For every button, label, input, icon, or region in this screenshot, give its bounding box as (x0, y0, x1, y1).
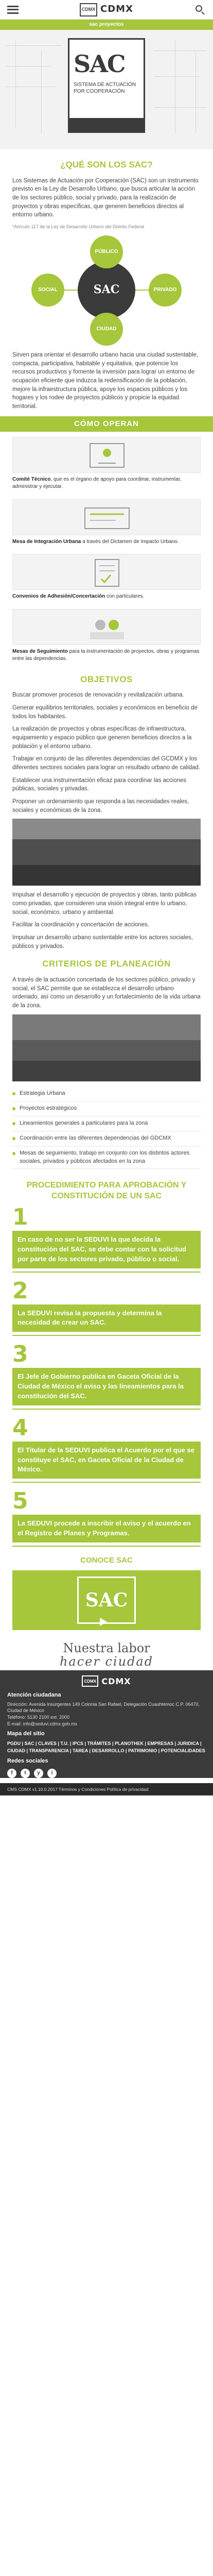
list-item: Mesas de seguimiento, trabajo en conjunto con los distintos actores sociales, privados y públicos afectados en la zona (12, 1146, 201, 1170)
objective: Impulsar el desarrollo y ejecución de proyectos y obras, tanto públicas como privadas, que consideren una visión integral entre lo urbano, social, económico, urbano y ambiental. (12, 892, 197, 916)
operation-caption: Convenios de Adhesión/Concertación con particulares. (12, 594, 145, 600)
list-item: Estrategia Urbana (12, 1087, 201, 1101)
instagram-icon[interactable]: i (47, 1769, 57, 1778)
diagram-node: PÚBLICO (90, 235, 123, 268)
step-number: 4 (12, 1414, 28, 1441)
diagram-node: PRIVADO (149, 274, 182, 307)
procedure-step (0, 1202, 213, 1276)
paragraph: A través de la actuación concertada de los sectores público, privado y social, el SAC permite que se establezca el desarrollo urbano ordenado, así como un desarrollo y un fortalecimiento de la vida urbana de la zona. (12, 977, 201, 1009)
paragraph: Sirven para orientar el desarrollo urbano hacia una ciudad sustentable, compacta, participativa, habitable y equitativa, que potencie los recursos productivos y fomente la inversión para lograr un entorno de ocupación eficiente que induzca la redensificación de la población, mejore la infraestructura pública, apoye los espacios públicos y los hogares y los rodee de proyectos públicos y propicie la equidad territorial. (12, 352, 199, 410)
twitter-icon[interactable]: t (21, 1769, 30, 1778)
footnote: *Artículo 117 de la Ley de Desarrollo Urbano del Distrito Federal (12, 224, 144, 229)
operation-illustration (12, 554, 201, 590)
section-title: CONOCE SAC (80, 1556, 133, 1565)
footer-logo-text: CDMX (101, 1676, 131, 1686)
sitemap-links[interactable]: PGDU | SAC | CLAVES | T.U. | IPCS | TRÁMITES | PLANOTHEK | EMPRESAS | JURIDICA | CIUDAD | TRANSPARENCIA | TAREA | DESARROLLO | PATRIMONIO | POTENCIALIDADES (7, 1741, 205, 1753)
video-thumbnail[interactable] (12, 1570, 201, 1630)
footer-phone: Teléfono: 5130 2100 ext. 2000 (7, 1715, 70, 1720)
footer-address: Dirección: Avenida Insurgentes 149 Colonia San Rafael, Delegación Cuauhtémoc C.P. 06470, Ciudad de México (7, 1701, 200, 1714)
paragraph: Los Sistemas de Actuación por Cooperación (SAC) son un instrumento previsto en la Ley de Desarrollo Urbano, que busca articular la acción de los sectores público, social y privado, para la realización de proyectos y obras específicas, que generen beneficios directos al entorno urbano. (12, 177, 199, 218)
operation-illustration (12, 499, 201, 535)
footer-email[interactable]: E-mail: info@seduvi.cdmx.gob.mx (7, 1721, 78, 1726)
hero-banner (0, 30, 213, 149)
objective: Impulsar un desarrollo urbano sustentable entre los actores sociales, públicos y privados. (12, 935, 193, 950)
diagram-center: SAC (78, 261, 135, 319)
menu-icon[interactable] (7, 6, 19, 14)
objective: Proponer un ordenamiento que responda a las necesidades reales, sociales y económicas de la zona. (12, 799, 189, 814)
list-item: Coordinación entre las diferentes dependencias del GDCMX (12, 1131, 201, 1146)
sac-logo-subtitle: SISTEMA DE ACTUACIÓN POR COOPERACIÓN (74, 82, 136, 94)
footer (0, 1670, 213, 1778)
que-son-section (0, 149, 213, 411)
objective: Buscar promover procesos de renovación y revitalización urbana. (12, 692, 184, 699)
logo-text: CDMX (100, 4, 133, 15)
logo-box-text: CDMX (81, 6, 96, 12)
video-logo: SAC (77, 1577, 136, 1624)
section-title: PROCEDIMIENTO PARA APROBACIÓN Y CONSTITUCIÓN DE UN SAC (26, 1181, 187, 1201)
operation-caption: Mesa de Integración Urbana a través del Dictamen de Impacto Urbano. (12, 538, 179, 545)
footer-logo[interactable] (7, 1675, 206, 1687)
objective: La realización de proyectos y obras específicas de infraestructura, equipamiento y espacio público que generen beneficios directos a la población y el entorno urbano. (12, 726, 192, 750)
step-text: En caso de no ser la SEDUVI la que decida la constitución del SAC, se debe contar con la solicitud por parte de los sectores privado, público o social. (12, 1231, 201, 1268)
operation-illustration (12, 437, 201, 473)
footer-heading: Mapa del sitio (7, 1731, 45, 1737)
list-item: Lineamientos generales a particulares para la zona (12, 1116, 201, 1131)
objective: Establecer una instrumentación eficaz para coordinar las acciones públicas, sociales y privadas. (12, 777, 187, 792)
operation-item (0, 432, 213, 494)
step-number: 2 (12, 1277, 28, 1304)
objetivos-section (0, 691, 213, 815)
criterios-section (0, 976, 213, 1010)
sac-logo-title: SAC (74, 50, 125, 78)
objective: Trabajar en conjunto de las diferentes dependencias del GCDMX y los diferentes sectores sociales para lograr un resultado urbano de calidad. (12, 756, 201, 771)
operation-caption: Mesas de Seguimiento para la instrumentación de proyectos, obras y programas entre las dependencias. (12, 648, 200, 662)
event-photo (12, 819, 201, 886)
search-icon[interactable] (194, 4, 206, 15)
operation-item (0, 549, 213, 604)
section-title: ¿QUÉ SON LOS SAC? (60, 160, 153, 170)
youtube-icon[interactable]: y (34, 1769, 43, 1778)
operation-caption: Comité Técnico, que es el órgano de apoyo para coordinar, instrumentar, administrar y ejecutar. (12, 476, 182, 490)
footer-logo-mark: CDMX (82, 1675, 98, 1687)
operation-illustration (12, 609, 201, 645)
footer-heading: Atención ciudadana (7, 1691, 61, 1698)
procedure-step (0, 1276, 213, 1340)
section-banner: CÓMO OPERAN (0, 416, 213, 432)
step-text: El Titular de la SEDUVI publica el Acuerdo por el que se constituye el SAC, en Gaceta Oficial de la Ciudad de México. (12, 1442, 201, 1479)
site-logo[interactable] (80, 3, 133, 16)
operation-item (0, 604, 213, 666)
list-item: Proyectos estratégicos (12, 1101, 201, 1116)
section-title: CRITERIOS DE PLANEACIÓN (42, 959, 171, 969)
diagram-node: SOCIAL (31, 274, 64, 307)
diagram-node: CIUDAD (90, 313, 123, 346)
procedure-step (0, 1486, 213, 1550)
sac-logo (68, 38, 145, 133)
slogan (0, 1637, 213, 1670)
breadcrumb: sac proyectos (0, 20, 213, 30)
procedure-step (0, 1413, 213, 1486)
section-title: OBJETIVOS (80, 674, 133, 684)
step-text: El Jefe de Gobierno publica en Gaceta Oficial de la Ciudad de México el aviso y las lineamientos para la constitución del SAC. (12, 1368, 201, 1405)
footer-heading: Redes sociales (7, 1758, 48, 1765)
procedimiento-section (0, 1173, 213, 1550)
slogan-line-1: Nuestra labor (63, 1640, 150, 1655)
operation-item (0, 494, 213, 549)
play-icon[interactable] (100, 1618, 107, 1626)
top-bar (0, 0, 213, 20)
step-text: La SEDUVI procede a inscribir el aviso y el acuerdo en el Registro de Planes y Programas. (12, 1515, 201, 1543)
logo-mark (80, 3, 97, 16)
objective: Generar equilibrios territoriales, sociales y económicos en beneficio de todos los habitantes. (12, 705, 198, 720)
objetivos-section-2 (0, 891, 213, 951)
step-number: 5 (12, 1488, 28, 1515)
facebook-icon[interactable]: f (7, 1769, 16, 1778)
legal-bar[interactable]: CMS CDMX v1.10.0.2017 Términos y Condiciones Política de privacidad (0, 1783, 213, 1795)
sac-diagram (29, 235, 184, 346)
social-icons (7, 1769, 206, 1778)
step-text: La SEDUVI revisa la propuesta y determina la necesidad de crear un SAC. (12, 1304, 201, 1332)
procedure-step (0, 1339, 213, 1413)
conference-photo (12, 1014, 201, 1081)
step-number: 3 (12, 1341, 28, 1368)
criterios-list (0, 1087, 213, 1170)
step-number: 1 (12, 1204, 28, 1231)
slogan-line-2: hacer ciudad (59, 1654, 154, 1669)
objective: Facilitar la coordinación y concertación de acciones. (12, 922, 149, 928)
